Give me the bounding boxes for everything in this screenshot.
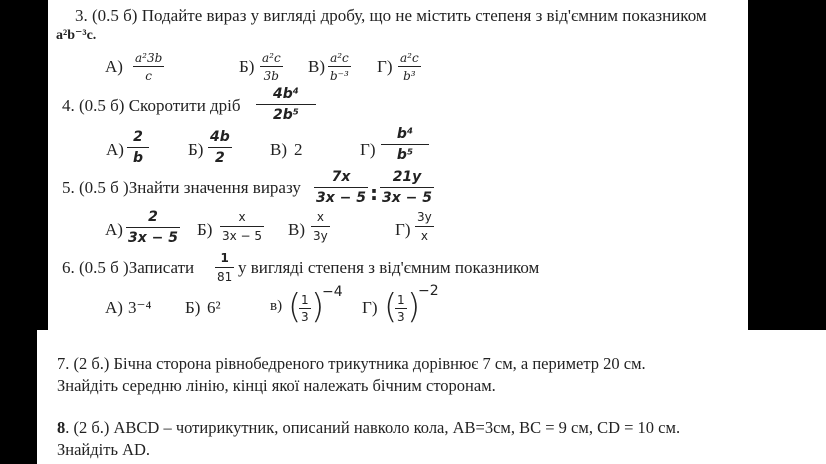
- q6-option-d-label: Г): [362, 298, 378, 317]
- q4-option-c-label: В): [270, 140, 287, 159]
- q7-line-2: Знайдіть середню лінію, кінці якої належать бічним сторонам.: [57, 376, 496, 395]
- q5-option-b-label: Б): [197, 220, 213, 239]
- q5-option-c-label: В): [288, 220, 305, 239]
- q3-title: 3. (0.5 б) Подайте вираз у вигляді дробу, що не містить степеня з від'ємним показником: [75, 6, 707, 25]
- q6-option-b-label: Б): [185, 298, 201, 317]
- q3-option-b-label: Б): [239, 57, 255, 76]
- q6-option-d-left-paren: (: [384, 287, 398, 327]
- q5-option-a-label: А): [105, 220, 123, 239]
- q5-option-d-label: Г): [395, 220, 411, 239]
- q5-option-d-fraction: 3y x: [417, 210, 432, 243]
- q3-option-c-label: В): [308, 57, 325, 76]
- q4-option-a-label: А): [106, 140, 124, 159]
- q4-option-d-label: Г): [360, 140, 376, 159]
- q6-option-a-label: А): [105, 298, 123, 317]
- q6-option-d-right-paren: ): [407, 287, 421, 327]
- q4-option-a-fraction: 2 b: [127, 130, 149, 165]
- q5-option-b-fraction: x 3x − 5: [222, 210, 263, 243]
- q5-option-a-fraction: 2 3x − 5: [128, 209, 178, 246]
- q8-line-2: Знайдіть AD.: [57, 440, 151, 459]
- q5-division-sign: :: [370, 181, 378, 205]
- q4-option-d-fraction: b⁴ b⁵: [381, 127, 429, 162]
- q5-option-c-fraction: x 3y: [313, 210, 328, 243]
- q5-title: 5. (0.5 б )Знайти значення виразу: [62, 178, 301, 197]
- q3-option-b-fraction: a²c 3b: [262, 51, 281, 83]
- q3-option-a-fraction: a²3b c: [135, 51, 163, 83]
- q7-line-1: 7. (2 б.) Бічна сторона рівнобедреного трикутника дорівнює 7 см, а периметр 20 см.: [57, 354, 646, 373]
- q6-option-d-exponent: −2: [418, 283, 439, 299]
- q3-option-d-fraction: a²c b³: [400, 51, 419, 83]
- q6-option-c-left-paren: (: [288, 287, 302, 327]
- q6-option-c-right-paren: ): [311, 287, 325, 327]
- q3-option-d-label: Г): [377, 57, 393, 76]
- q3-option-c-fraction: a²c b⁻³: [330, 51, 349, 83]
- q4-option-c-value: 2: [294, 140, 303, 159]
- upper-worksheet-panel: [48, 0, 748, 330]
- q6-option-c-fraction: 1 3: [301, 293, 309, 324]
- q5-second-fraction: 21y 3x − 5: [382, 169, 432, 206]
- q5-first-fraction: 7x 3x − 5: [316, 169, 366, 206]
- lower-worksheet-panel: [37, 330, 826, 464]
- q4-title: 4. (0.5 б) Скоротити дріб: [62, 96, 241, 115]
- q6-option-c-label: в): [270, 298, 283, 314]
- q8-line-1: 8. (2 б.) ABCD – чотирикутник, описаний навколо кола, AB=3см, BC = 9 см, CD = 10 см.: [57, 418, 681, 437]
- q6-option-b-value: 6²: [207, 298, 221, 317]
- q4-option-b-label: Б): [188, 140, 204, 159]
- q4-fraction: 4b⁴ 2b⁵: [256, 87, 316, 122]
- q6-title: 6. (0.5 б )Записати: [62, 258, 195, 277]
- q4-option-b-fraction: 4b 2: [210, 129, 230, 166]
- q6-option-c-exponent: −4: [322, 284, 343, 300]
- q6-title-continued: у вигляді степеня з від'ємним показником: [238, 258, 540, 277]
- q6-fraction: 1 81: [217, 251, 233, 284]
- q3-expression: a²b⁻³c.: [56, 28, 97, 43]
- q6-option-d-fraction: 1 3: [397, 293, 405, 324]
- q6-option-a-value: 3⁻⁴: [128, 298, 152, 317]
- q3-option-a-label: А): [105, 57, 123, 76]
